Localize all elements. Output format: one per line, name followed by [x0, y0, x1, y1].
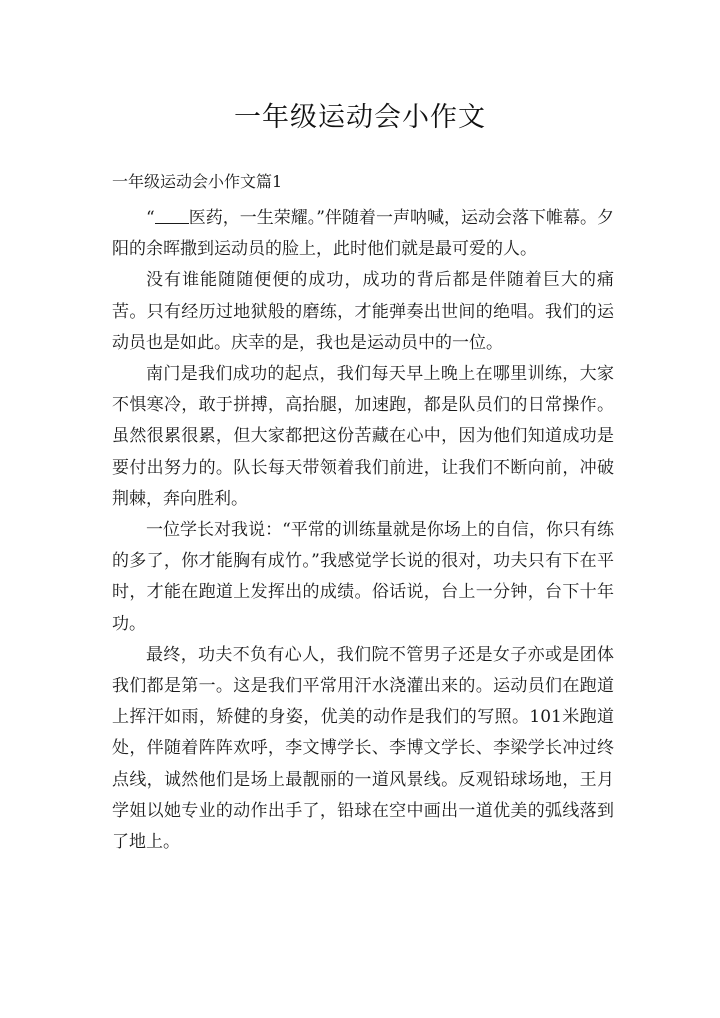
fill-in-blank: [155, 206, 189, 224]
paragraph-1: [112, 203, 614, 265]
paragraph-1-open-quote: “: [146, 208, 155, 228]
paragraph-1-text: 医药，一生荣耀。”伴随着一声呐喊，运动会落下帷幕。夕阳的余晖撒到运动员的脸上，此时他们就是最可爱的人。: [112, 208, 614, 260]
document-body: [112, 203, 614, 858]
paragraph-3: 南门是我们成功的起点，我们每天早上晚上在哪里训练，大家不惧寒冷，敢于拼搏，高抬腿，加速跑，都是队员们的日常操作。虽然很累很累，但大家都把这份苦藏在心中，因为他们知道成功是要付出努力的。队长每天带领着我们前进，让我们不断向前，冲破荆棘，奔向胜利。: [112, 364, 614, 509]
paragraph-5: 最终，功夫不负有心人，我们院不管男子还是女子亦或是团体我们都是第一。这是我们平常用汗水浇灌出来的。运动员们在跑道上挥汗如雨，矫健的身姿，优美的动作是我们的写照。101米跑道处，伴随着阵阵欢呼，李文博学长、李博文学长、李梁学长冲过终点线，诚然他们是场上最靓丽的一道风景线。反观铅球场地，王月学姐以她专业的动作出手了，铅球在空中画出一道优美的弧线落到了地上。: [112, 644, 614, 853]
document-title: 一年级运动会小作文: [234, 102, 486, 133]
paragraph-2: 没有谁能随随便便的成功，成功的背后都是伴随着巨大的痛苦。只有经历过地狱般的磨练，才能弹奏出世间的绝唱。我们的运动员也是如此。庆幸的是，我也是运动员中的一位。: [112, 270, 614, 353]
section-heading: 一年级运动会小作文篇1: [112, 172, 283, 191]
paragraph-4: 一位学长对我说：“平常的训练量就是你场上的自信，你只有练的多了，你才能胸有成竹。”我感觉学长说的很对，功夫只有下在平时，才能在跑道上发挥出的成绩。俗话说，台上一分钟，台下十年功。: [112, 520, 614, 634]
